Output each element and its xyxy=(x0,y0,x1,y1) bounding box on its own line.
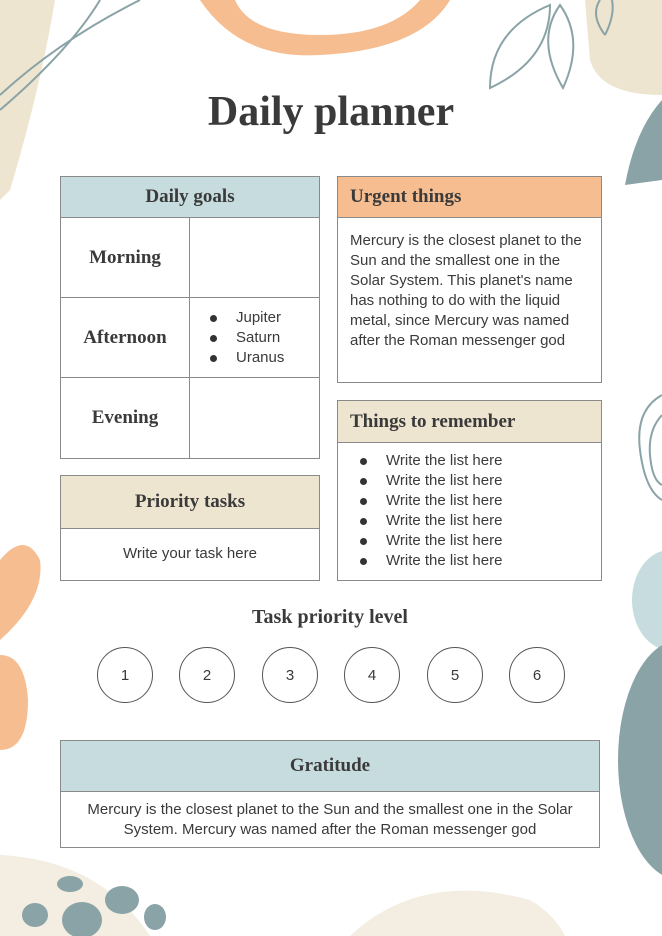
gratitude-header: Gratitude xyxy=(61,741,599,792)
list-item[interactable]: Write the list here xyxy=(356,451,601,471)
things-to-remember-header: Things to remember xyxy=(338,401,601,443)
afternoon-label: Afternoon xyxy=(61,298,190,378)
list-item[interactable]: Write the list here xyxy=(356,511,601,531)
priority-level-4[interactable]: 4 xyxy=(344,647,400,703)
priority-tasks-header: Priority tasks xyxy=(61,476,319,529)
evening-label: Evening xyxy=(61,378,190,458)
morning-goals-cell[interactable] xyxy=(190,218,319,298)
gratitude-box xyxy=(60,740,600,848)
priority-level-6[interactable]: 6 xyxy=(509,647,565,703)
daily-goals-header: Daily goals xyxy=(61,177,319,218)
gratitude-text[interactable]: Mercury is the closest planet to the Sun and the smallest one in the Solar System. Mercury was named after the Roman messenger god xyxy=(87,801,573,838)
list-item[interactable]: Write the list here xyxy=(356,491,601,511)
priority-level-3[interactable]: 3 xyxy=(262,647,318,703)
page-title: Daily planner xyxy=(207,89,455,135)
priority-tasks-box xyxy=(60,475,320,581)
urgent-things-header: Urgent things xyxy=(338,177,601,218)
task-priority-level-title: Task priority level xyxy=(252,606,408,628)
priority-level-1[interactable]: 1 xyxy=(97,647,153,703)
list-item: Saturn xyxy=(206,328,284,348)
urgent-things-text[interactable]: Mercury is the closest planet to the Sun and the smallest one in the Solar System. This planet's name has nothing to do with the liquid metal, since Mercury was named after the Roman messenger god xyxy=(350,232,582,349)
afternoon-goals-cell[interactable] xyxy=(190,298,319,378)
things-to-remember-box xyxy=(337,400,602,581)
remember-list xyxy=(338,443,601,571)
list-item[interactable]: Write the list here xyxy=(356,471,601,491)
morning-label: Morning xyxy=(61,218,190,298)
list-item: Uranus xyxy=(206,348,284,368)
list-item: Jupiter xyxy=(206,308,284,328)
evening-goals-cell[interactable] xyxy=(190,378,319,458)
priority-level-5[interactable]: 5 xyxy=(427,647,483,703)
list-item[interactable]: Write the list here xyxy=(356,551,601,571)
afternoon-goals-list xyxy=(206,308,284,368)
daily-goals-table xyxy=(60,176,320,459)
priority-task-text[interactable]: Write your task here xyxy=(123,545,257,562)
urgent-things-box xyxy=(337,176,602,383)
priority-level-2[interactable]: 2 xyxy=(179,647,235,703)
list-item[interactable]: Write the list here xyxy=(356,531,601,551)
